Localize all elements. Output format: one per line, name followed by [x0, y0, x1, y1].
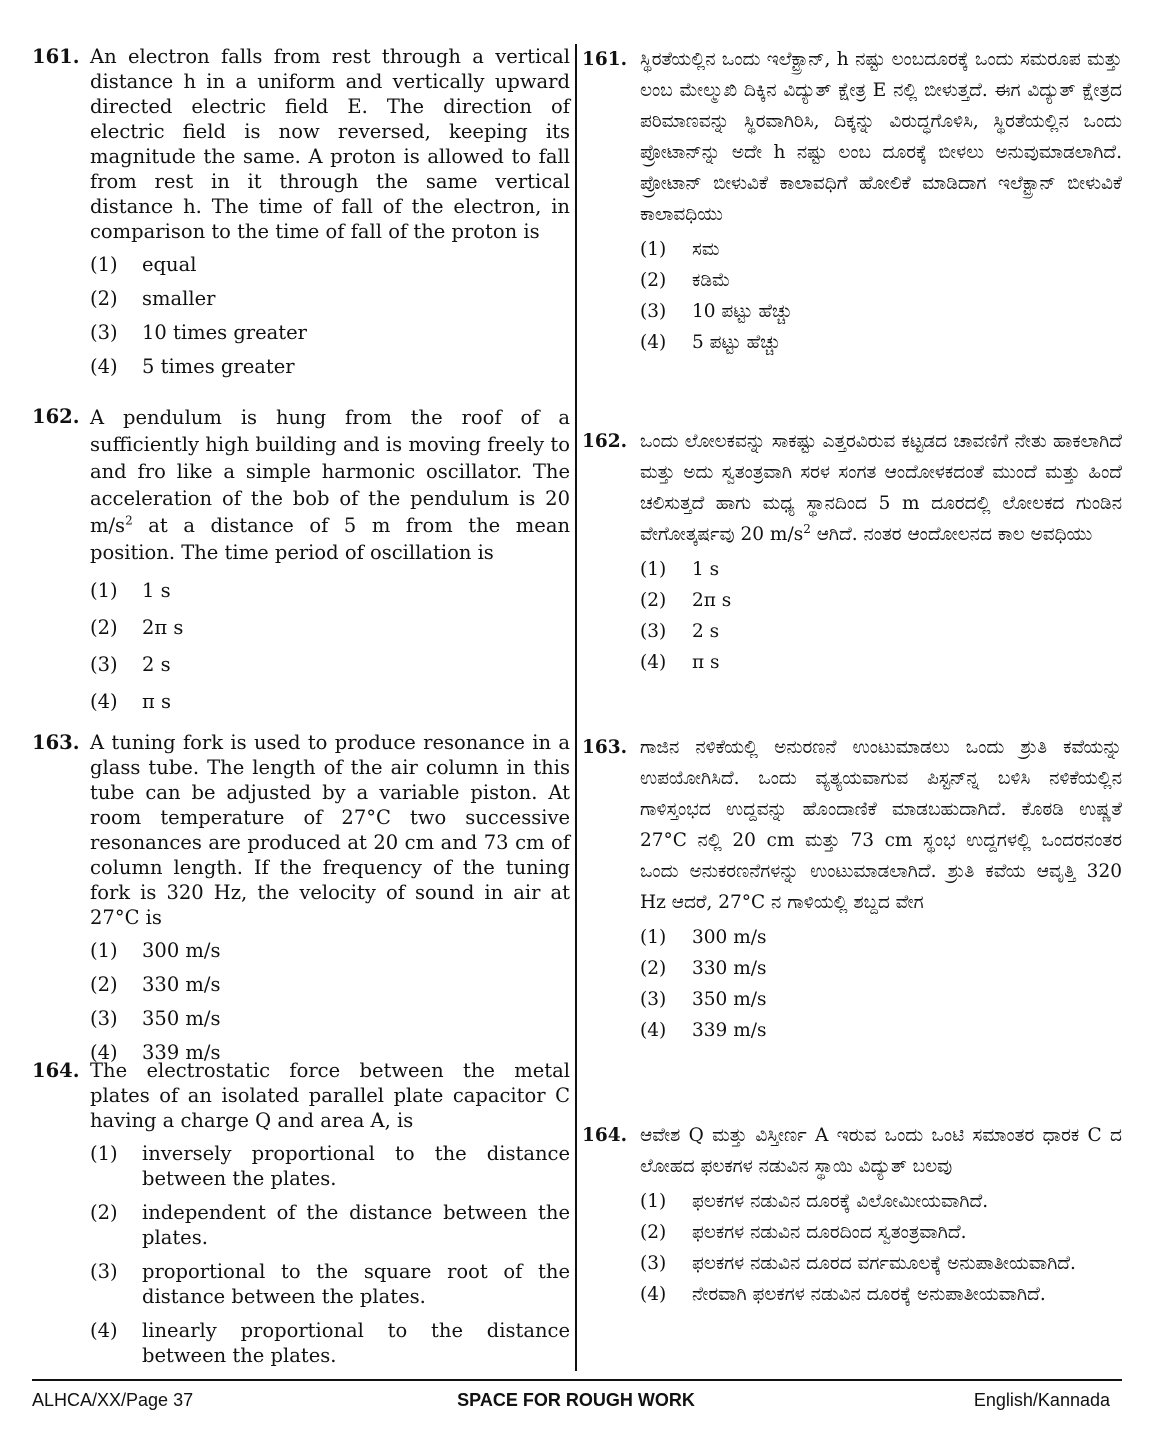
option [90, 1141, 570, 1191]
option [90, 938, 570, 963]
option-number: (4) [640, 1020, 667, 1041]
option-text: 339 m/s [692, 1020, 767, 1041]
question-number: 164. [582, 1125, 628, 1146]
option-number: (4) [90, 355, 118, 378]
option [90, 652, 570, 677]
question-164-en [32, 1058, 570, 1377]
option-number: (3) [90, 653, 118, 676]
option-number: (3) [90, 1260, 118, 1283]
option-text: linearly proportional to the distance between the plates. [142, 1319, 570, 1367]
column-divider [575, 44, 577, 1371]
option-text: ಫಲಕಗಳ ನಡುವಿನ ದೂರದಿಂದ ಸ್ವತಂತ್ರವಾಗಿದೆ. [692, 1222, 967, 1243]
option-number: (2) [640, 1222, 667, 1243]
option-number: (4) [90, 1041, 118, 1064]
superscript: 2 [125, 513, 133, 528]
option-number: (2) [90, 287, 118, 310]
superscript: 2 [803, 521, 811, 536]
option-number: (2) [640, 958, 667, 979]
question-number: 164. [32, 1059, 80, 1082]
option-number: (2) [90, 1201, 118, 1224]
option [90, 320, 570, 345]
option-number: (4) [90, 1319, 118, 1342]
option-text: 339 m/s [142, 1041, 221, 1064]
option [640, 953, 1122, 984]
option [90, 1200, 570, 1250]
option-text: 350 m/s [142, 1007, 221, 1030]
options-list [640, 1186, 1122, 1310]
option-text: 2 s [692, 621, 720, 642]
option-text: ಕಡಿಮೆ [692, 270, 731, 291]
question-163-en [32, 730, 570, 1074]
option [90, 1006, 570, 1031]
options-list [90, 578, 570, 714]
option [640, 984, 1122, 1015]
option [640, 585, 1122, 616]
question-number: 162. [582, 431, 628, 452]
option-text: 2π s [142, 616, 184, 639]
option [640, 1279, 1122, 1310]
option [640, 647, 1122, 678]
option [90, 1259, 570, 1309]
option-text: ಸಮ [692, 239, 720, 260]
option-text: 300 m/s [692, 927, 767, 948]
option [90, 578, 570, 603]
option-text: 350 m/s [692, 989, 767, 1010]
question-text: A tuning fork is used to produce resonance in a glass tube. The length of the air column in this tube can be adjusted by a variable piston. At room temperature of 27°C two successive resonances are produced at 20 cm and 73 cm of column length. If the frequency of the tuning fork is 320 Hz, the velocity of sound in air at 27°C is [90, 731, 570, 929]
option-number: (3) [90, 321, 118, 344]
options-list [90, 1141, 570, 1368]
option-number: (1) [640, 927, 667, 948]
option-text: 330 m/s [142, 973, 221, 996]
question-161-kn [582, 44, 1122, 358]
option [640, 1248, 1122, 1279]
option [640, 265, 1122, 296]
options-list [640, 554, 1122, 678]
option [90, 615, 570, 640]
question-text-part: at a distance of 5 m from the mean position. The time period of oscillation is [90, 514, 570, 564]
option-number: (3) [640, 989, 667, 1010]
option [640, 327, 1122, 358]
options-list [640, 922, 1122, 1046]
question-number: 162. [32, 405, 80, 428]
question-text: ಗಾಜಿನ ನಳಿಕೆಯಲ್ಲಿ ಅನುರಣನೆ ಉಂಟುಮಾಡಲು ಒಂದು ಶ್ರುತಿ ಕವೆಯನ್ನು ಉಪಯೋಗಿಸಿದೆ. ಒಂದು ವ್ಯತ್ಯಯವಾಗುವ ಪಿಸ್ಟನ್‌ನ್ನ ಬಳಿಸಿ ನಳಿಕೆಯಲ್ಲಿನ ಗಾಳಿಸ್ತಂಭದ ಉದ್ದವನ್ನು ಹೊಂದಾಣಿಕೆ ಮಾಡಬಹುದಾಗಿದೆ. ಕೊಠಡಿ ಉಷ್ಣತೆ 27°C ನಲ್ಲಿ 20 cm ಮತ್ತು 73 cm ಸ್ಥಂಭ ಉದ್ದಗಳಲ್ಲಿ ಒಂದರನಂತರ ಒಂದು ಅನುಕರಣನೆಗಳನ್ನು ಉಂಟುಮಾಡಲಾಗಿದೆ. ಶ್ರುತಿ ಕವೆಯ ಆವೃತ್ತಿ 320 Hz ಆದರೆ, 27°C ನ ಗಾಳಿಯಲ್ಲಿ ಶಬ್ದದ ವೇಗ [640, 737, 1122, 913]
option-number: (1) [90, 579, 118, 602]
rough-work-label: SPACE FOR ROUGH WORK [457, 1390, 695, 1410]
option-number: (2) [90, 973, 118, 996]
option-text: ಫಲಕಗಳ ನಡುವಿನ ದೂರದ ವರ್ಗಮೂಲಕ್ಕೆ ಅನುಪಾತೀಯವಾಗಿದೆ. [692, 1253, 1076, 1274]
option-text: 1 s [142, 579, 171, 602]
option-number: (1) [90, 939, 118, 962]
option-text: 2π s [692, 590, 732, 611]
language-label: English/Kannada [973, 1390, 1110, 1410]
option-text: 330 m/s [692, 958, 767, 979]
option-number: (3) [640, 621, 667, 642]
option-text: π s [692, 652, 720, 673]
question-162-kn [582, 426, 1122, 678]
question-text [90, 404, 570, 566]
question-text: ಆವೇಶ Q ಮತ್ತು ವಿಸ್ತೀರ್ಣ A ಇರುವ ಒಂದು ಒಂಟಿ ಸಮಾಂತರ ಧಾರಕ C ದ ಲೋಹದ ಫಲಕಗಳ ನಡುವಿನ ಸ್ಥಾಯಿ ವಿದ್ಯುತ್ ಬಲವು [640, 1125, 1122, 1177]
option [90, 354, 570, 379]
option [640, 1186, 1122, 1217]
question-text-part: A pendulum is hung from the roof of a sufficiently high building and is moving freely to and fro like a simple harmonic oscillator. The acceleration of the bob of the pendulum is 20 m/s [90, 406, 570, 537]
option-number: (2) [90, 616, 118, 639]
option-text: π s [142, 690, 172, 713]
option [640, 234, 1122, 265]
option-number: (1) [90, 1142, 118, 1165]
option [90, 286, 570, 311]
option-number: (1) [640, 1191, 667, 1212]
option-number: (1) [640, 239, 667, 260]
question-text: ಸ್ಥಿರತೆಯಲ್ಲಿನ ಒಂದು ಇಲೆಕ್ಟ್ರಾನ್, h ನಷ್ಟು ಲಂಬದೂರಕ್ಕೆ ಒಂದು ಸಮರೂಪ ಮತ್ತು ಲಂಬ ಮೇಲ್ಮುಖಿ ದಿಕ್ಕಿನ ವಿದ್ಯುತ್ ಕ್ಷೇತ್ರ E ನಲ್ಲಿ ಬೀಳುತ್ತದೆ. ಈಗ ವಿದ್ಯುತ್ ಕ್ಷೇತ್ರದ ಪರಿಮಾಣವನ್ನು ಸ್ಥಿರವಾಗಿರಿಸಿ, ದಿಕ್ಕನ್ನು ವಿರುದ್ಧಗೊಳಿಸಿ, ಸ್ಥಿರತೆಯಲ್ಲಿನ ಒಂದು ಪ್ರೋಟಾನ್‌ನ್ನು ಅದೇ h ನಷ್ಟು ಲಂಬ ದೂರಕ್ಕೆ ಬೀಳಲು ಅನುವುಮಾಡಲಾಗಿದೆ. ಪ್ರೋಟಾನ್ ಬೀಳುವಿಕೆ ಕಾಲಾವಧಿಗೆ ಹೋಲಿಕೆ ಮಾಡಿದಾಗ ಇಲೆಕ್ಟ್ರಾನ್ ಬೀಳುವಿಕೆ ಕಾಲಾವಧಿಯು [640, 49, 1122, 225]
option-number: (4) [640, 332, 667, 353]
option-number: (2) [640, 270, 667, 291]
option [90, 1318, 570, 1368]
option-text: 5 ಪಟ್ಟು ಹೆಚ್ಚು [692, 332, 781, 353]
question-text-part: ಆಗಿದೆ. ನಂತರ ಆಂದೋಲನದ ಕಾಲ ಅವಧಿಯು [810, 524, 1093, 545]
option-text: smaller [142, 287, 216, 310]
option-text: 10 times greater [142, 321, 307, 344]
page-code: ALHCA/XX/Page 37 [32, 1390, 194, 1410]
option-number: (4) [90, 690, 118, 713]
question-number: 163. [32, 731, 80, 754]
option-text: 1 s [692, 559, 720, 580]
option-number: (3) [640, 1253, 667, 1274]
option-text: ನೇರವಾಗಿ ಫಲಕಗಳ ನಡುವಿನ ದೂರಕ್ಕೆ ಅನುಪಾತೀಯವಾಗಿದೆ. [692, 1284, 1046, 1305]
question-162-en [32, 404, 570, 723]
option-text: 300 m/s [142, 939, 221, 962]
question-text-part: ಒಂದು ಲೋಲಕವನ್ನು ಸಾಕಷ್ಟು ಎತ್ತರವಿರುವ ಕಟ್ಟಡದ ಚಾವಣಿಗೆ ನೇತು ಹಾಕಲಾಗಿದೆ ಮತ್ತು ಅದು ಸ್ವತಂತ್ರವಾಗಿ ಸರಳ ಸಂಗತ ಆಂದೋಳಕದಂತೆ ಮುಂದೆ ಮತ್ತು ಹಿಂದೆ ಚಲಿಸುತ್ತದೆ ಹಾಗು ಮಧ್ಯ ಸ್ಥಾನದಿಂದ 5 m ದೂರದಲ್ಲಿ ಲೋಲಕದ ಗುಂಡಿನ ವೇಗೋತ್ಕರ್ಷವು 20 m/s [640, 431, 1122, 545]
option [90, 252, 570, 277]
question-text [640, 426, 1122, 550]
option-text: 10 ಪಟ್ಟು ಹೆಚ್ಚು [692, 301, 793, 322]
question-163-kn [582, 732, 1122, 1046]
option [90, 972, 570, 997]
footer-rule [32, 1379, 1122, 1381]
option [640, 554, 1122, 585]
option-text: independent of the distance between the plates. [142, 1201, 570, 1249]
option [640, 616, 1122, 647]
option-text: proportional to the square root of the distance between the plates. [142, 1260, 570, 1308]
option-number: (3) [90, 1007, 118, 1030]
question-number: 161. [582, 49, 628, 70]
option-number: (4) [640, 652, 667, 673]
question-number: 161. [32, 45, 80, 68]
question-161-en [32, 44, 570, 388]
option-text: ಫಲಕಗಳ ನಡುವಿನ ದೂರಕ್ಕೆ ವಿಲೋಮೀಯವಾಗಿದೆ. [692, 1191, 989, 1212]
option-number: (1) [90, 253, 118, 276]
question-text: An electron falls from rest through a vertical distance h in a uniform and vertically upward directed electric field E. The direction of electric field is now reversed, keeping its magnitude the same. A proton is allowed to fall from rest in it through the same vertical distance h. The time of fall of the electron, in comparison to the time of fall of the proton is [90, 45, 570, 243]
option-text: equal [142, 253, 197, 276]
option-number: (3) [640, 301, 667, 322]
option [640, 296, 1122, 327]
option [640, 922, 1122, 953]
option [640, 1217, 1122, 1248]
option-number: (2) [640, 590, 667, 611]
options-list [90, 252, 570, 379]
option-text: inversely proportional to the distance between the plates. [142, 1142, 570, 1190]
option-text: 2 s [142, 653, 171, 676]
question-number: 163. [582, 737, 628, 758]
option-text: 5 times greater [142, 355, 295, 378]
option-number: (1) [640, 559, 667, 580]
options-list [640, 234, 1122, 358]
question-text: The electrostatic force between the metal plates of an isolated parallel plate capacitor C having a charge Q and area A, is [90, 1059, 570, 1132]
question-164-kn [582, 1120, 1122, 1310]
options-list [90, 938, 570, 1065]
option [90, 689, 570, 714]
option-number: (4) [640, 1284, 667, 1305]
option [640, 1015, 1122, 1046]
